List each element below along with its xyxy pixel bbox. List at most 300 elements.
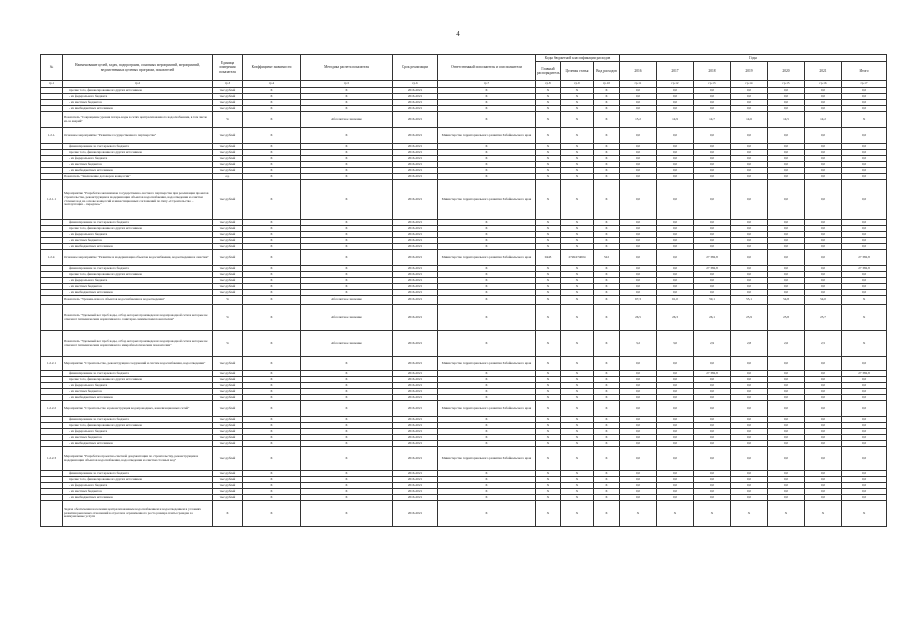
row-code-target: Х	[561, 150, 594, 156]
row-executor: Министерство территориального развития Забайкальского края	[438, 128, 536, 144]
row-year-value: 0,0	[694, 395, 731, 401]
row-year-value: 25,8	[768, 305, 805, 331]
row-year-value: 0,0	[657, 357, 694, 371]
row-period: 2016-2021	[393, 226, 438, 232]
row-period: 2016-2021	[393, 423, 438, 429]
row-year-value: 0,0	[657, 377, 694, 383]
row-method: Х	[301, 389, 393, 395]
row-year-value: 0,0	[768, 266, 805, 272]
row-year-value: 0,0	[731, 144, 768, 150]
row-method: Х	[301, 395, 393, 401]
row-code-admin: Х	[536, 417, 561, 423]
row-year-value: 0,0	[657, 250, 694, 266]
row-year-value: 0,0	[694, 144, 731, 150]
row-number	[41, 331, 63, 357]
row-coef: Х	[243, 238, 301, 244]
row-coef: Х	[243, 244, 301, 250]
row-year-value: 0,0	[731, 435, 768, 441]
row-name: Мероприятие "Строительство и реконструкция водопроводных, канализационных сетей"	[63, 401, 213, 417]
row-code-target: Х	[561, 477, 594, 483]
row-name: - из внебюджетных источников	[63, 441, 213, 447]
row-method: Х	[301, 357, 393, 371]
row-year-value: 0,0	[657, 238, 694, 244]
row-year-value: 0,0	[768, 278, 805, 284]
row-coef: Х	[243, 168, 301, 174]
row-year-value: 26,3	[657, 305, 694, 331]
row-code-admin: Х	[536, 377, 561, 383]
row-year-value: 0,0	[731, 371, 768, 377]
row-executor: Х	[438, 489, 536, 495]
column-number: гр.4	[243, 81, 301, 88]
row-name: прочие того, финансирование из других источников	[63, 477, 213, 483]
row-coef: Х	[243, 156, 301, 162]
column-number: гр.1	[41, 81, 63, 88]
row-code-expense: Х	[594, 447, 620, 471]
header-executor: Ответственный исполнитель и соисполнители	[438, 55, 536, 81]
row-coef: Х	[243, 401, 301, 417]
row-year-value: 0,0	[657, 272, 694, 278]
row-code-admin: Х	[536, 150, 561, 156]
header-unit: Единица измерения показателя	[213, 55, 243, 81]
table-row	[41, 296, 887, 305]
row-executor: Министерство территориального развития Забайкальского края	[438, 447, 536, 471]
row-method: Х	[301, 272, 393, 278]
row-code-admin: Х	[536, 174, 561, 180]
row-year-value: 0,0	[731, 284, 768, 290]
row-year-value: 0,0	[731, 429, 768, 435]
row-year-value: 59,1	[694, 296, 731, 305]
row-period: 2016-2021	[393, 471, 438, 477]
row-executor: Х	[438, 395, 536, 401]
row-period: 2016-2021	[393, 371, 438, 377]
row-year-value: 0,0	[805, 106, 842, 112]
column-number: гр.3	[213, 81, 243, 88]
row-code-target: Х	[561, 441, 594, 447]
row-year-value: 0,0	[620, 150, 657, 156]
row-method: Х	[301, 489, 393, 495]
row-code-target: Х	[561, 272, 594, 278]
row-unit: тыс.рублей	[213, 284, 243, 290]
row-year-value: 55,1	[731, 296, 768, 305]
row-number	[41, 112, 63, 128]
row-name: Показатель "Удельный вес проб воды, отбор которых произведен из водопроводной сети и которые не отвечают гигиеническим нормативам по санитарно-химическим показателям"	[63, 305, 213, 331]
table-row	[41, 401, 887, 417]
row-code-expense: Х	[594, 417, 620, 423]
row-year-value: 0,0	[805, 232, 842, 238]
row-year-value: 0,0	[620, 250, 657, 266]
row-code-target: Х	[561, 489, 594, 495]
row-year-value: 0,0	[768, 495, 805, 501]
row-code-target: Х	[561, 483, 594, 489]
row-name: Мероприятие "Строительство, реконструкция сооружений и систем водоснабжения, водоотведения"	[63, 357, 213, 371]
row-method: Х	[301, 238, 393, 244]
table-row	[41, 447, 887, 471]
row-unit: тыс.рублей	[213, 495, 243, 501]
row-year-value: 0,0	[620, 377, 657, 383]
row-code-target: Х	[561, 417, 594, 423]
row-coef: Х	[243, 112, 301, 128]
row-year-value: 0,0	[768, 220, 805, 226]
row-year-value: 0,0	[620, 238, 657, 244]
row-code-expense: Х	[594, 168, 620, 174]
row-unit: тыс.рублей	[213, 429, 243, 435]
row-name: прочие того, финансирование из других источников	[63, 423, 213, 429]
row-code-admin: Х	[536, 296, 561, 305]
row-year-value: 0,0	[768, 383, 805, 389]
row-method: Х	[301, 162, 393, 168]
row-year-value: 27 382,8	[694, 266, 731, 272]
row-year-value: 0,0	[805, 477, 842, 483]
column-number: гр.10	[594, 81, 620, 88]
row-period: 2016-2021	[393, 162, 438, 168]
row-period: 2016-2021	[393, 272, 438, 278]
row-total: 0,0	[842, 429, 887, 435]
row-code-expense: 522	[594, 250, 620, 266]
row-code-admin: Х	[536, 441, 561, 447]
header-num: №	[41, 55, 63, 81]
row-year-value: 0,0	[694, 489, 731, 495]
row-coef: Х	[243, 290, 301, 296]
row-year-value: 0,0	[731, 383, 768, 389]
row-year-value: 0,0	[768, 226, 805, 232]
row-year-value: 0,0	[768, 290, 805, 296]
row-year-value: 0,0	[768, 471, 805, 477]
row-coef: Х	[243, 489, 301, 495]
row-name: - из внебюджетных источников	[63, 168, 213, 174]
row-name: - из федерального бюджета	[63, 483, 213, 489]
row-year-value: Х	[768, 501, 805, 527]
row-code-target: Х	[561, 220, 594, 226]
row-year-value: 0,0	[805, 383, 842, 389]
row-year-value: 0,0	[694, 423, 731, 429]
row-year-value: 0,0	[768, 477, 805, 483]
row-name: прочие того, финансирование из других источников	[63, 377, 213, 383]
row-name: - из внебюджетных источников	[63, 290, 213, 296]
table-row	[41, 305, 887, 331]
row-method: Х	[301, 423, 393, 429]
row-year-value: 27 382,8	[694, 250, 731, 266]
row-year-value: 0,0	[694, 88, 731, 94]
row-year-value: 0,0	[805, 88, 842, 94]
row-year-value: 0,0	[620, 144, 657, 150]
row-year-value: 0,0	[657, 383, 694, 389]
row-year-value: 0,0	[731, 88, 768, 94]
row-method: Х	[301, 232, 393, 238]
row-year-value: 0,0	[805, 290, 842, 296]
column-number: гр.14	[731, 81, 768, 88]
row-period: 2016-2021	[393, 290, 438, 296]
header-code-target: Целевая статья	[561, 62, 594, 81]
row-code-target: Х	[561, 88, 594, 94]
row-number: 1.2.2.2	[41, 401, 63, 417]
row-executor: Х	[438, 106, 536, 112]
row-method: Х	[301, 128, 393, 144]
row-total: 0,0	[842, 150, 887, 156]
row-method: Х	[301, 471, 393, 477]
row-code-admin: Х	[536, 501, 561, 527]
row-year-value: 0,0	[805, 220, 842, 226]
row-method: Х	[301, 284, 393, 290]
row-year-value: 0,0	[768, 150, 805, 156]
header-codes: Коды бюджетной классификации расходов	[536, 55, 620, 62]
row-coef: Х	[243, 272, 301, 278]
row-year-value: 0,0	[805, 272, 842, 278]
row-period: 2016-2021	[393, 357, 438, 371]
row-unit: тыс.рублей	[213, 238, 243, 244]
row-code-expense: Х	[594, 357, 620, 371]
row-unit: тыс.рублей	[213, 244, 243, 250]
row-code-expense: Х	[594, 128, 620, 144]
row-year-value: 0,0	[657, 290, 694, 296]
row-coef: Х	[243, 483, 301, 489]
row-total: 0,0	[842, 357, 887, 371]
row-year-value: 0,0	[694, 220, 731, 226]
row-year-value: 0,0	[768, 162, 805, 168]
row-code-admin: Х	[536, 489, 561, 495]
row-name: - из местных бюджетов	[63, 389, 213, 395]
row-code-admin: Х	[536, 266, 561, 272]
row-name: - из местных бюджетов	[63, 162, 213, 168]
row-executor: Х	[438, 471, 536, 477]
table-header	[41, 55, 887, 88]
row-year-value: 0,0	[657, 435, 694, 441]
row-unit: тыс.рублей	[213, 489, 243, 495]
row-year-value: 0,0	[620, 220, 657, 226]
row-unit: тыс.рублей	[213, 168, 243, 174]
row-year-value: 0,0	[768, 284, 805, 290]
row-coef: Х	[243, 477, 301, 483]
row-method: Х	[301, 220, 393, 226]
column-numbering-row	[41, 81, 887, 88]
row-unit: %	[213, 296, 243, 305]
row-year-value: 0,0	[694, 278, 731, 284]
row-total: 0,0	[842, 232, 887, 238]
row-unit: %	[213, 305, 243, 331]
row-code-expense: Х	[594, 429, 620, 435]
row-year-value: 0,0	[694, 435, 731, 441]
row-executor: Министерство территориального развития Забайкальского края	[438, 401, 536, 417]
row-year-value: 0,0	[731, 180, 768, 220]
row-year-value: 0,0	[768, 435, 805, 441]
row-year-value: 0,0	[731, 417, 768, 423]
row-year-value: 0,0	[620, 435, 657, 441]
row-code-admin: Х	[536, 278, 561, 284]
row-code-expense: Х	[594, 284, 620, 290]
row-executor: Министерство территориального развития Забайкальского края	[438, 180, 536, 220]
row-name: прочие того, финансирование из других источников	[63, 88, 213, 94]
row-unit: тыс.рублей	[213, 88, 243, 94]
row-total: 0,0	[842, 435, 887, 441]
row-total: 0,0	[842, 417, 887, 423]
row-year-value: 0,0	[805, 174, 842, 180]
row-code-expense: Х	[594, 477, 620, 483]
row-unit: тыс.рублей	[213, 483, 243, 489]
header-method: Методика расчета показателя	[301, 55, 393, 81]
row-period: 2016-2021	[393, 284, 438, 290]
row-period: 2016-2021	[393, 278, 438, 284]
row-period: 2016-2021	[393, 100, 438, 106]
row-year-value: 0,0	[657, 483, 694, 489]
header-year-2020: 2020	[768, 62, 805, 81]
row-method: Х	[301, 168, 393, 174]
row-year-value: 0,0	[805, 389, 842, 395]
row-coef: Х	[243, 495, 301, 501]
row-code-target: Х	[561, 435, 594, 441]
row-year-value: 0,0	[731, 238, 768, 244]
row-year-value: 0,0	[768, 94, 805, 100]
row-year-value: 0,0	[694, 156, 731, 162]
row-year-value: 0,0	[731, 278, 768, 284]
row-coef: Х	[243, 284, 301, 290]
column-number: гр.5	[301, 81, 393, 88]
row-unit: тыс.рублей	[213, 471, 243, 477]
row-executor: Х	[438, 423, 536, 429]
row-year-value: 0,0	[657, 156, 694, 162]
row-year-value: 0,0	[694, 272, 731, 278]
row-year-value: 0,0	[657, 106, 694, 112]
row-year-value: 0,0	[657, 395, 694, 401]
row-unit: тыс.рублей	[213, 226, 243, 232]
row-year-value: 0,0	[768, 180, 805, 220]
row-name: - из федерального бюджета	[63, 278, 213, 284]
row-year-value: 0,0	[731, 357, 768, 371]
row-code-expense: Х	[594, 489, 620, 495]
row-year-value: 0,0	[805, 266, 842, 272]
row-code-target: Х	[561, 447, 594, 471]
row-executor: Х	[438, 272, 536, 278]
row-total: 0,0	[842, 244, 887, 250]
row-coef: Х	[243, 447, 301, 471]
table-row	[41, 357, 887, 371]
row-code-target: Х	[561, 244, 594, 250]
header-year-2021: 2021	[805, 62, 842, 81]
row-year-value: 0,0	[657, 94, 694, 100]
row-method: Х	[301, 244, 393, 250]
row-executor: Х	[438, 278, 536, 284]
row-year-value: 0,0	[694, 284, 731, 290]
row-name: - из внебюджетных источников	[63, 244, 213, 250]
row-year-value: 54,0	[805, 296, 842, 305]
row-coef: Х	[243, 150, 301, 156]
row-year-value: 0,0	[805, 156, 842, 162]
row-year-value: 0,0	[731, 266, 768, 272]
row-code-admin: Х	[536, 477, 561, 483]
row-code-target: Х	[561, 357, 594, 371]
row-total: 0,0	[842, 144, 887, 150]
row-code-target: Х	[561, 395, 594, 401]
row-name: Показатель "Сокращение уровня потерь воды в сетях централизованного водоснабжения, в том числе из-за аварий"	[63, 112, 213, 128]
row-code-target: Х	[561, 180, 594, 220]
row-executor: Х	[438, 156, 536, 162]
row-coef: Х	[243, 383, 301, 389]
row-code-admin: Х	[536, 156, 561, 162]
row-year-value: 0,0	[731, 250, 768, 266]
row-method: Х	[301, 180, 393, 220]
row-year-value: 0,0	[620, 417, 657, 423]
row-year-value: 0,0	[694, 244, 731, 250]
row-year-value: 14,5	[768, 112, 805, 128]
row-year-value: Х	[620, 501, 657, 527]
row-total: 0,0	[842, 495, 887, 501]
row-total: 0,0	[842, 423, 887, 429]
row-period: 2016-2021	[393, 401, 438, 417]
row-coef: Х	[243, 296, 301, 305]
row-year-value: 0,0	[731, 244, 768, 250]
row-year-value: 0,0	[731, 401, 768, 417]
row-year-value: 0,0	[805, 94, 842, 100]
row-total: 0,0	[842, 441, 887, 447]
row-code-target: Х	[561, 232, 594, 238]
row-coef: Х	[243, 88, 301, 94]
row-year-value: 0,0	[805, 128, 842, 144]
row-code-expense: Х	[594, 441, 620, 447]
row-name: - из местных бюджетов	[63, 238, 213, 244]
row-unit: тыс.рублей	[213, 94, 243, 100]
row-code-target: Х	[561, 112, 594, 128]
row-executor: Х	[438, 377, 536, 383]
row-year-value: 0,0	[694, 447, 731, 471]
row-year-value: 0,0	[805, 162, 842, 168]
row-code-expense: Х	[594, 112, 620, 128]
row-unit: тыс.рублей	[213, 371, 243, 377]
row-code-expense: Х	[594, 296, 620, 305]
row-year-value: 25,7	[805, 305, 842, 331]
row-total: 0,0	[842, 162, 887, 168]
row-year-value: 0,0	[694, 495, 731, 501]
row-unit: тыс.рублей	[213, 100, 243, 106]
row-year-value: 0,0	[694, 226, 731, 232]
row-year-value: 0,0	[768, 250, 805, 266]
row-total: 0,0	[842, 128, 887, 144]
row-unit: тыс.рублей	[213, 272, 243, 278]
row-method: Х	[301, 377, 393, 383]
row-year-value: 0,0	[657, 495, 694, 501]
page-number: 4	[456, 30, 460, 38]
row-total: Х	[842, 112, 887, 128]
row-year-value: 0,0	[620, 272, 657, 278]
row-code-target: Х	[561, 383, 594, 389]
row-code-expense: Х	[594, 238, 620, 244]
row-method: Х	[301, 100, 393, 106]
row-year-value: 0,0	[731, 377, 768, 383]
row-year-value: 0,0	[694, 100, 731, 106]
row-unit: тыс.рублей	[213, 232, 243, 238]
row-code-expense: Х	[594, 244, 620, 250]
row-code-target: Х	[561, 495, 594, 501]
row-code-target: Х	[561, 238, 594, 244]
row-year-value: 0,0	[805, 100, 842, 106]
row-coef: Х	[243, 331, 301, 357]
row-method: Х	[301, 156, 393, 162]
row-total: 0,0	[842, 220, 887, 226]
row-method: Абсолютное значение	[301, 112, 393, 128]
row-period: 2016-2021	[393, 447, 438, 471]
row-year-value: 0,0	[731, 423, 768, 429]
row-unit: Х	[213, 501, 243, 527]
row-total: 0,0	[842, 489, 887, 495]
row-coef: Х	[243, 266, 301, 272]
row-number	[41, 501, 63, 527]
row-executor: Х	[438, 244, 536, 250]
row-executor: Х	[438, 174, 536, 180]
row-method: Х	[301, 174, 393, 180]
row-unit: тыс.рублей	[213, 441, 243, 447]
row-year-value: 0,0	[620, 441, 657, 447]
row-period: 2016-2021	[393, 395, 438, 401]
budget-table	[40, 54, 887, 527]
row-year-value: 0,0	[620, 371, 657, 377]
column-number: гр.13	[694, 81, 731, 88]
